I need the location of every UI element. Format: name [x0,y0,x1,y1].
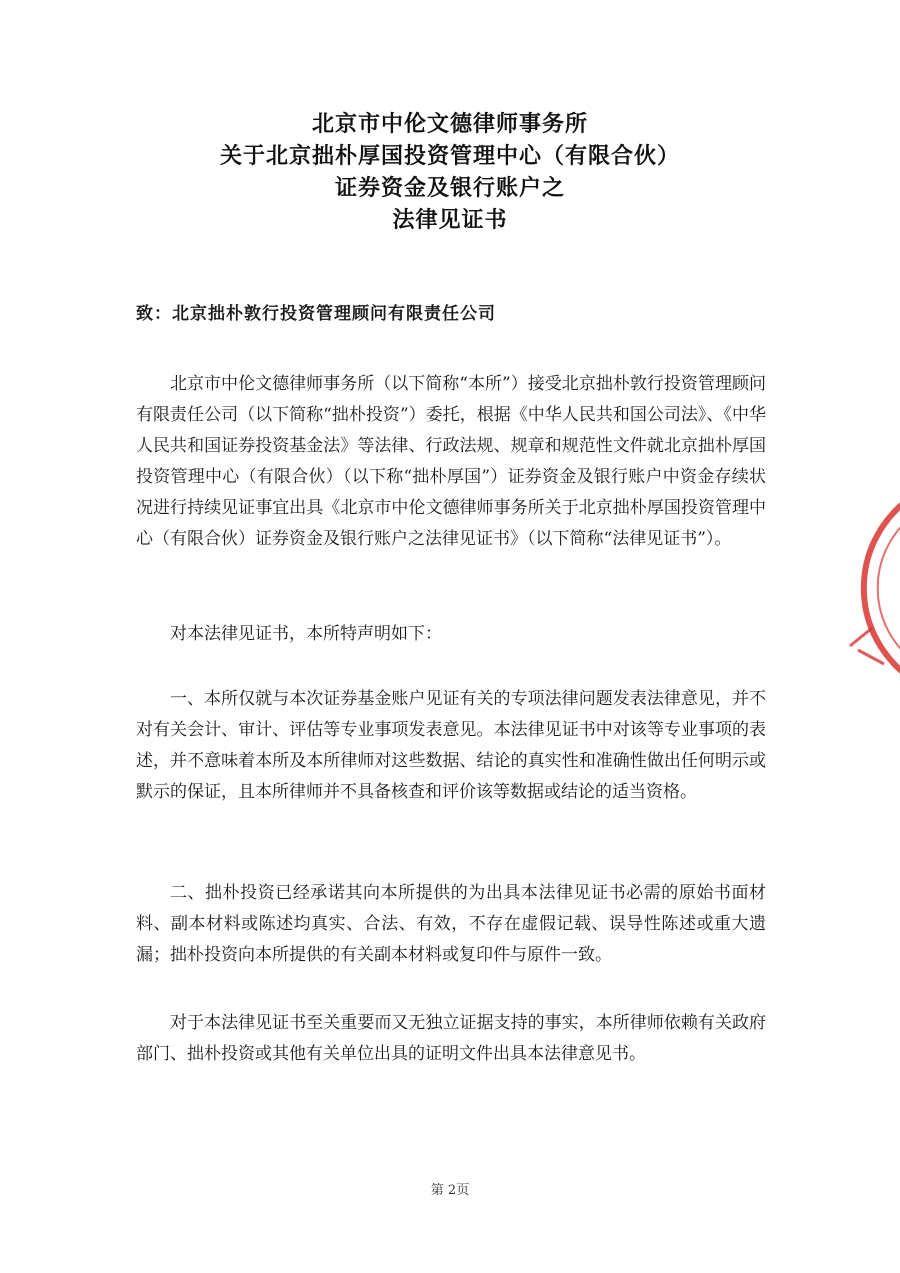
seal-outer-ring [864,488,900,688]
paragraph-intro: 北京市中伦文德律师事务所（以下简称“本所”）接受北京拙朴敦行投资管理顾问有限责任公司（以下简称“拙朴投资”）委托，根据《中华人民共和国公司法》、《中华人民共和国证券投资基金法》等法律、行政法规、规章和规范性文件就北京拙朴厚国投资管理中心（有限合伙）（以下称“拙朴厚国”）证券资金及银行账户中资金存续状况进行持续见证事宜出具《北京市中伦文德律师事务所关于北京拙朴厚国投资管理中心（有限合伙）证券资金及银行账户之法律见证书》（以下简称“法律见证书”）。 [136,374,766,549]
official-seal-stamp [780,478,900,698]
title-line-3: 证券资金及银行账户之 [334,175,565,201]
document-title [0,108,900,236]
title-line-1: 北京市中伦文德律师事务所 [311,111,588,137]
paragraph-declaration-2: 二、拙朴投资已经承诺其向本所提供的为出具本法律见证书必需的原始书面材料、副本材料或陈述均真实、合法、有效，不存在虚假记载、误导性陈述或重大遗漏；拙朴投资向本所提供的有关副本材料或复印件与原件一致。 [136,883,766,965]
title-line-4: 法律见证书 [392,207,508,233]
title-line-2: 关于北京拙朴厚国投资管理中心（有限合伙） [219,143,680,169]
page-number: 第 2页 [430,1183,470,1198]
paragraph-declaration-1: 一、本所仅就与本次证券基金账户见证有关的专项法律问题发表法律意见，并不对有关会计、审计、评估等专业事项发表意见。本法律见证书中对该等专业事项的表述，并不意味着本所及本所律师对这些数据、结论的真实性和准确性做出任何明示或默示的保证，且本所律师并不具备核查和评价该等数据或结论的适当资格。 [136,689,766,802]
addressee: 致：北京拙朴敦行投资管理顾问有限责任公司 [136,304,496,324]
paragraph-declaration-lead: 对本法律见证书，本所特声明如下： [170,624,442,644]
paragraph-reliance: 对于本法律见证书至关重要而又无独立证据支持的事实，本所律师依赖有关政府部门、拙朴投资或其他有关单位出具的证明文件出具本法律意见书。 [136,1013,766,1064]
